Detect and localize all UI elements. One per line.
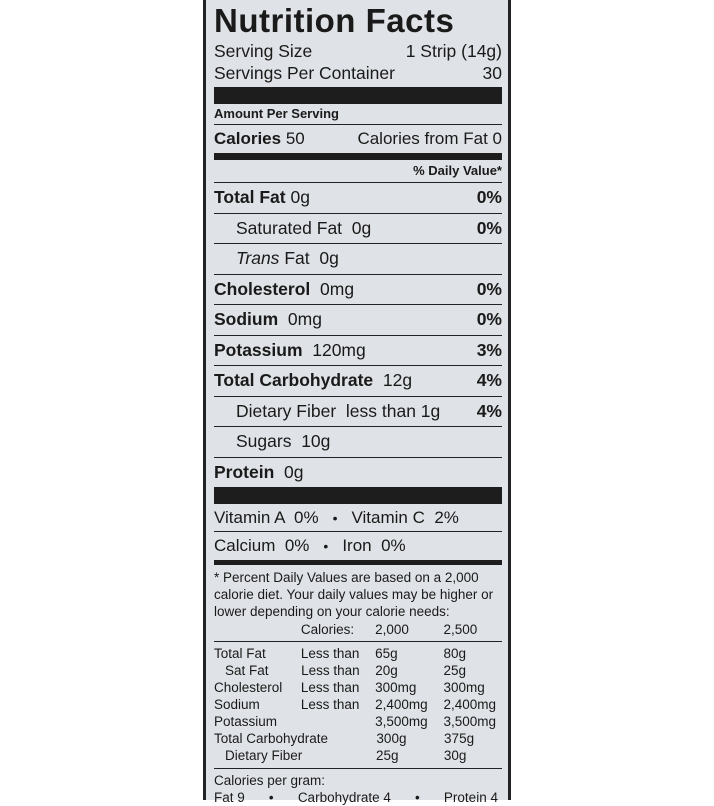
table-row [214,662,502,679]
fat-per-gram: Fat 9 [214,790,245,805]
nutrient-row-saturated-fat [214,213,502,244]
nutrient-label: Total Carbohydrate [214,370,374,391]
thick-divider [214,487,502,504]
calories-row [214,125,502,153]
label-title: Nutrition Facts [214,2,455,39]
nutrition-facts-label [203,0,511,805]
label-content [214,0,502,806]
vitamins-row-2 [214,532,502,559]
calories-per-gram-label: Calories per gram: [214,773,326,788]
dv-header-cell: 2,000 [375,622,409,637]
dv-cell [303,730,376,747]
nutrient-row-total-fat [214,183,502,213]
dv-cell: 375g [444,731,475,746]
nutrient-row-dietary-fiber [214,396,502,427]
medium-divider [214,153,502,160]
daily-value-header: % Daily Value* [413,163,502,178]
nutrient-percent: 0% [476,217,502,238]
calories-label: Calories [214,129,282,148]
dv-cell: 25g [443,663,467,678]
nutrient-label-suffix: Fat [284,248,310,269]
nutrient-label: Sodium [214,309,279,330]
dv-cell: Sodium [214,697,260,712]
thick-divider [214,87,502,104]
separator-dot: • [323,537,329,554]
nutrient-amount: 12g [382,370,413,391]
nutrient-row-sodium [214,304,502,335]
nutrient-amount: 120mg [312,339,366,360]
nutrient-row-protein [214,457,502,488]
nutrient-amount: less than 1g [345,400,441,421]
nutrient-percent: 0% [476,187,502,208]
nutrient-label: Protein [214,461,275,482]
dv-cell: 65g [375,646,398,661]
table-row [214,679,502,696]
dv-cell: Sat Fat [225,663,269,678]
nutrient-amount: 10g [301,431,331,452]
nutrient-percent: 0% [476,309,502,330]
dv-cell: Less than [300,680,360,695]
separator-dot: • [415,790,420,805]
nutrient-label: Cholesterol [214,278,311,299]
footnote: * Percent Daily Values are based on a 2,000 calorie diet. Your daily values may be higher or lower depending on your calorie needs: [214,570,494,619]
amount-per-serving: Amount Per Serving [214,106,339,121]
nutrient-amount: 0g [351,217,372,238]
servings-per-container-label: Servings Per Container [214,63,395,83]
dv-cell: 300mg [443,680,485,695]
separator-dot: • [332,509,338,526]
table-row [214,730,502,747]
dv-cell: Total Fat [214,646,266,661]
servings-per-container-value: 30 [482,63,502,83]
nutrient-percent: 4% [476,400,502,421]
dv-table-header [214,621,502,642]
dv-cell: Less than [300,646,360,661]
nutrient-amount: 0g [290,187,310,208]
nutrient-amount: 0mg [287,309,322,330]
medium-divider [214,560,502,565]
serving-size-row [214,40,502,62]
dv-cell: Less than [301,663,360,678]
table-row [214,747,502,764]
calories [214,125,305,153]
nutrient-percent: 3% [476,339,502,360]
nutrient-row-trans-fat [214,243,502,274]
nutrient-label: Potassium [214,339,303,360]
iron: Iron 0% [342,535,406,555]
dv-cell: 2,400mg [375,697,428,712]
nutrient-row-total-carbohydrate [214,365,502,396]
serving-size-label: Serving Size [214,41,313,61]
dv-cell: Potassium [214,714,278,729]
calcium: Calcium 0% [214,535,310,555]
dv-header-cell [214,621,301,638]
vitamins-row-1 [214,504,502,531]
dv-cell: Cholesterol [214,680,283,695]
nutrient-label: Total Fat [214,187,286,208]
calories-per-gram-row [214,789,502,806]
nutrient-percent: 4% [476,370,502,391]
nutrient-amount: 0g [319,248,339,269]
dv-cell: 20g [375,663,398,678]
table-row [214,696,502,713]
separator-dot: • [268,790,274,805]
nutrient-label: Trans [236,248,280,269]
protein-per-gram: Protein 4 [443,790,498,805]
vitamin-c: Vitamin C 2% [351,507,459,527]
dv-cell: 25g [375,748,399,763]
serving-size-value: 1 Strip (14g) [405,41,502,61]
dv-cell: Less than [300,697,360,712]
nutrient-row-cholesterol [214,274,502,305]
nutrient-amount: 0g [284,461,304,482]
dv-header-cell: Calories: [300,622,355,637]
calories-from-fat: Calories from Fat 0 [357,129,502,148]
servings-per-container-row [214,62,502,84]
dv-cell: 30g [443,748,467,763]
dv-cell: 3,500mg [443,714,496,729]
dv-cell [301,713,375,730]
dv-header-cell: 2,500 [443,622,478,637]
nutrient-percent: 0% [476,278,502,299]
table-row [214,713,502,730]
carbohydrate-per-gram: Carbohydrate 4 [297,790,391,805]
dv-cell: Dietary Fiber [225,748,303,763]
dv-cell: 300mg [375,680,417,695]
nutrient-row-sugars [214,426,502,457]
table-row [214,645,502,662]
nutrient-row-potassium [214,335,502,366]
dv-cell [302,747,376,764]
nutrient-label: Sugars [236,431,292,452]
nutrient-label: Dietary Fiber [236,400,337,421]
vitamin-a: Vitamin A 0% [214,507,319,527]
dv-cell: Total Carbohydrate [214,731,329,746]
dv-cell: 3,500mg [375,714,428,729]
daily-values-table [214,621,502,764]
calories-value: 50 [285,129,305,148]
dv-cell: 80g [443,646,466,661]
dv-cell: 2,400mg [443,697,496,712]
nutrient-amount: 0mg [320,278,355,299]
nutrient-label: Saturated Fat [236,217,343,238]
divider [214,768,502,769]
dv-cell: 300g [376,731,407,746]
